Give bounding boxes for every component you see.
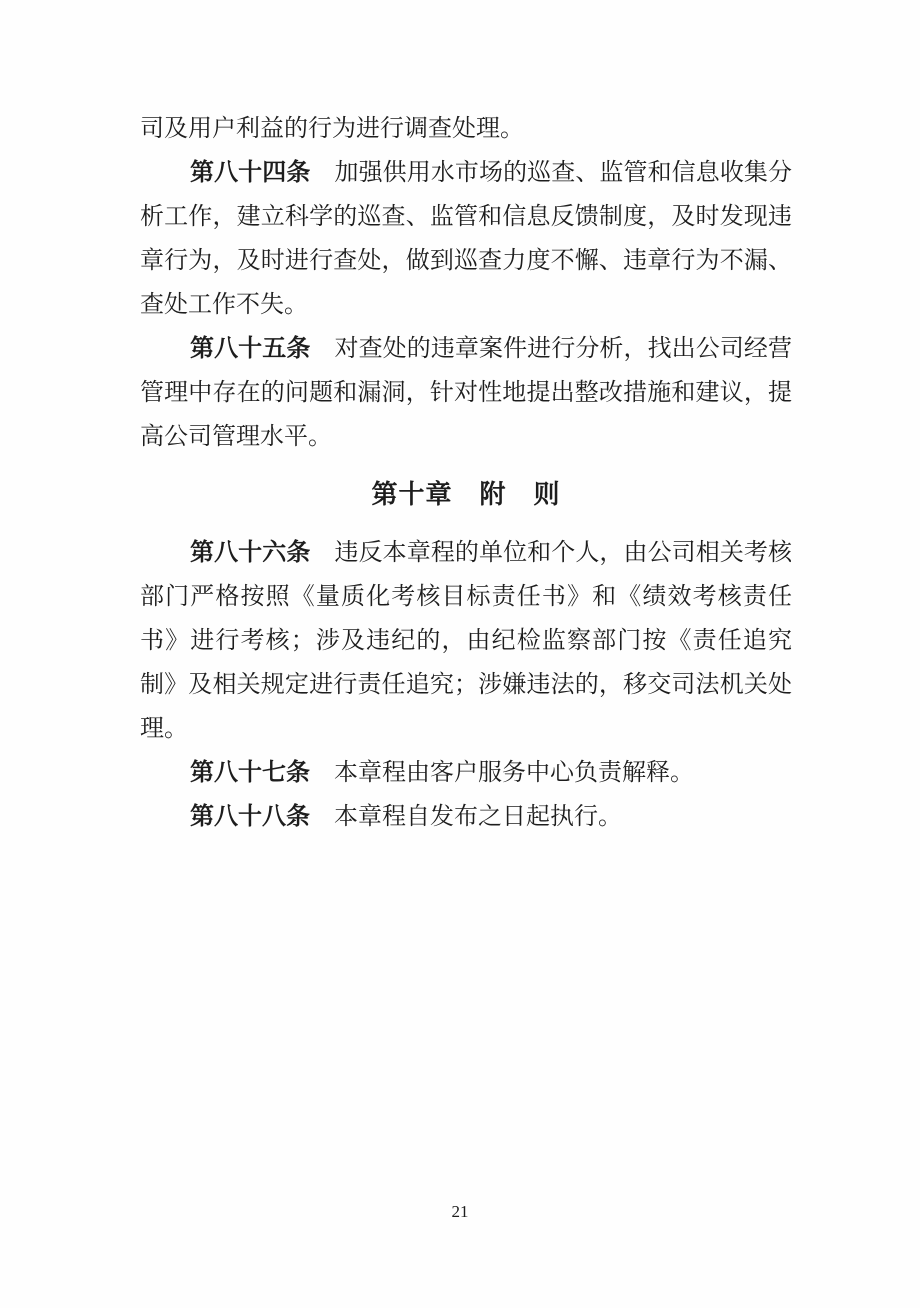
article-88: [140, 795, 792, 839]
article-84-label: 第八十四条: [190, 160, 311, 186]
article-85-separator: [310, 336, 334, 362]
article-88-separator: [310, 804, 334, 830]
article-87-separator: [310, 760, 334, 786]
article-85-label: 第八十五条: [190, 336, 311, 362]
article-87-label: 第八十七条: [190, 760, 310, 786]
article-86-label: 第八十六条: [190, 540, 311, 566]
document-body: [140, 107, 792, 839]
article-87: [140, 751, 792, 795]
article-86: [140, 531, 792, 751]
paragraph-continuation-text: 司及用户利益的行为进行调查处理。: [140, 116, 524, 142]
article-88-text: 本章程自发布之日起执行。: [334, 804, 622, 830]
article-85-text: 对查处的违章案件进行分析，找出公司经营管理中存在的问题和漏洞，针对性地提出整改措施和建议，提高公司管理水平。: [140, 336, 793, 450]
chapter-heading: 第十章 附 则: [371, 480, 561, 509]
article-84-text: 加强供用水市场的巡查、监管和信息收集分析工作，建立科学的巡查、监管和信息反馈制度，及时发现违章行为，及时进行查处，做到巡查力度不懈、违章行为不漏、查处工作不失。: [140, 160, 793, 318]
article-87-text: 本章程由客户服务中心负责解释。: [334, 760, 694, 786]
article-84-separator: [310, 160, 334, 186]
article-86-separator: [310, 540, 334, 566]
article-86-text: 违反本章程的单位和个人，由公司相关考核部门严格按照《量质化考核目标责任书》和《绩效考核责任书》进行考核；涉及违纪的，由纪检监察部门按《责任追究制》及相关规定进行责任追究；涉嫌违法的，移交司法机关处理。: [140, 540, 793, 742]
paragraph-continuation: [140, 107, 792, 151]
article-85: [140, 327, 792, 459]
article-84: [140, 151, 792, 327]
page-number: 21: [451, 1202, 469, 1221]
article-88-label: 第八十八条: [190, 804, 310, 830]
